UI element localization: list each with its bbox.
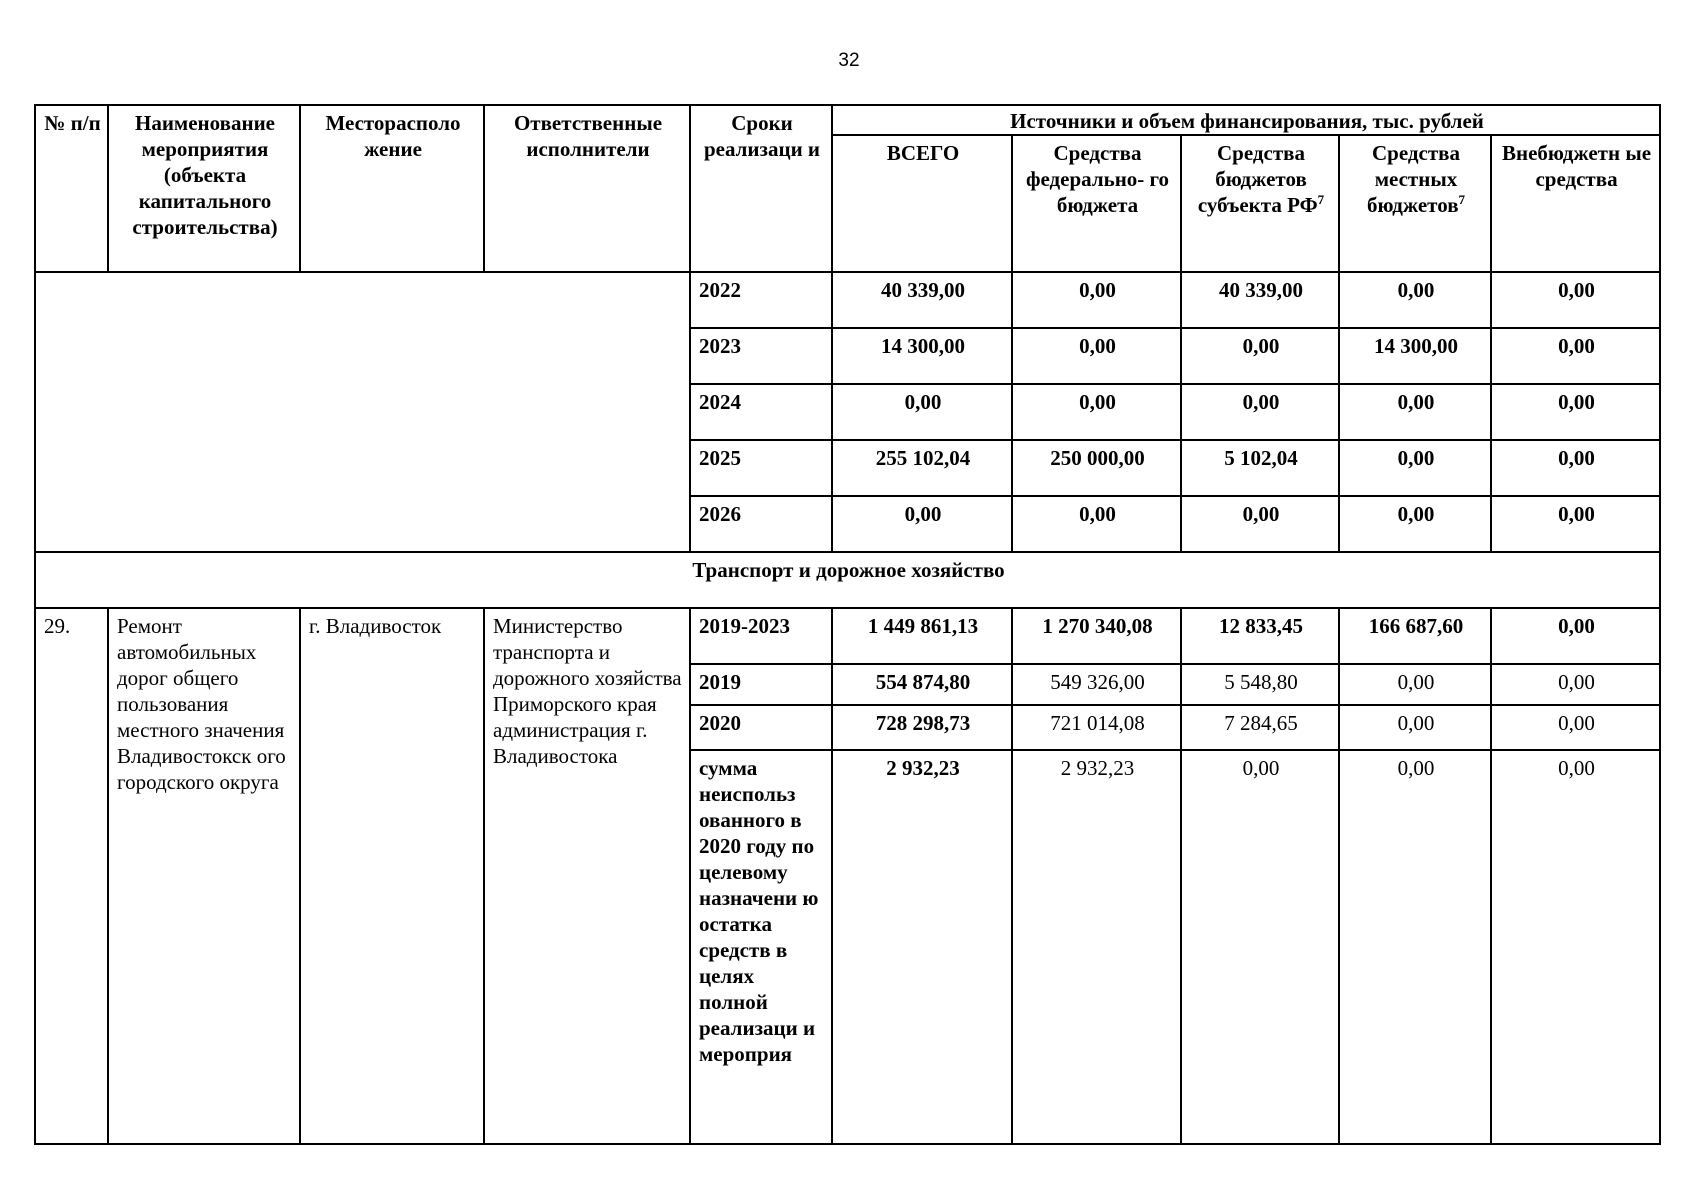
cell-regional: 5 548,80 xyxy=(1181,664,1339,705)
cell-year: 2019-2023 xyxy=(690,608,832,664)
cell-regional: 0,00 xyxy=(1181,328,1339,384)
cell-local: 0,00 xyxy=(1339,750,1491,1144)
section-row xyxy=(35,552,1660,608)
cell-year: 2019 xyxy=(690,664,832,705)
cell-total: 40 339,00 xyxy=(832,272,1012,328)
item-num: 29. xyxy=(35,608,108,1144)
footnote-mark: 7 xyxy=(1458,192,1466,207)
cell-local: 0,00 xyxy=(1339,440,1491,496)
cell-year: 2024 xyxy=(690,384,832,440)
cell-offbudget: 0,00 xyxy=(1491,705,1660,750)
cell-year: сумма неиспольз ованного в 2020 году по целевому назначени ю остатка средств в целях полной реализаци и мероприя xyxy=(690,750,832,1144)
header-location: Месторасполо жение xyxy=(300,105,484,272)
header-federal: Средства федерально- го бюджета xyxy=(1012,135,1181,272)
cell-local: 0,00 xyxy=(1339,384,1491,440)
header-sources: Источники и объем финансирования, тыс. рублей xyxy=(832,105,1660,135)
cell-local: 0,00 xyxy=(1339,272,1491,328)
cell-federal: 1 270 340,08 xyxy=(1012,608,1181,664)
header-local xyxy=(1339,135,1491,272)
cell-total: 728 298,73 xyxy=(832,705,1012,750)
cell-offbudget: 0,00 xyxy=(1491,750,1660,1144)
cell-regional: 7 284,65 xyxy=(1181,705,1339,750)
cell-regional: 40 339,00 xyxy=(1181,272,1339,328)
header-regional-label: Средства бюджетов субъекта РФ xyxy=(1197,141,1318,217)
cell-total: 14 300,00 xyxy=(832,328,1012,384)
header-terms: Сроки реализаци и xyxy=(690,105,832,272)
cell-year: 2020 xyxy=(690,705,832,750)
cell-total: 554 874,80 xyxy=(832,664,1012,705)
cell-federal: 250 000,00 xyxy=(1012,440,1181,496)
cell-local: 0,00 xyxy=(1339,664,1491,705)
table-row xyxy=(35,272,1660,328)
cell-federal: 0,00 xyxy=(1012,272,1181,328)
cell-local: 0,00 xyxy=(1339,496,1491,552)
cell-federal: 0,00 xyxy=(1012,384,1181,440)
cell-year: 2025 xyxy=(690,440,832,496)
cell-total: 255 102,04 xyxy=(832,440,1012,496)
table-row xyxy=(35,608,1660,664)
cell-year: 2026 xyxy=(690,496,832,552)
cell-offbudget: 0,00 xyxy=(1491,272,1660,328)
cell-total: 2 932,23 xyxy=(832,750,1012,1144)
item-executors: Министерство транспорта и дорожного хозяйства Приморского края администрация г. Владивостока xyxy=(484,608,690,1144)
item-location: г. Владивосток xyxy=(300,608,484,1144)
header-total: ВСЕГО xyxy=(832,135,1012,272)
financing-table xyxy=(34,104,1661,1145)
cell-offbudget: 0,00 xyxy=(1491,328,1660,384)
cell-offbudget: 0,00 xyxy=(1491,496,1660,552)
cell-total: 0,00 xyxy=(832,496,1012,552)
page-number: 32 xyxy=(838,50,860,71)
cell-regional: 0,00 xyxy=(1181,750,1339,1144)
cell-year: 2023 xyxy=(690,328,832,384)
header-offbudget: Внебюджетн ые средства xyxy=(1491,135,1660,272)
continuation-blank xyxy=(35,272,690,552)
item-name: Ремонт автомобильных дорог общего пользования местного значения Владивостокск ого городского округа xyxy=(108,608,300,1144)
cell-regional: 5 102,04 xyxy=(1181,440,1339,496)
cell-federal: 2 932,23 xyxy=(1012,750,1181,1144)
header-regional xyxy=(1181,135,1339,272)
cell-offbudget: 0,00 xyxy=(1491,440,1660,496)
header-name: Наименование мероприятия (объекта капитального строительства) xyxy=(108,105,300,272)
cell-local: 0,00 xyxy=(1339,705,1491,750)
cell-offbudget: 0,00 xyxy=(1491,608,1660,664)
cell-local: 166 687,60 xyxy=(1339,608,1491,664)
cell-federal: 721 014,08 xyxy=(1012,705,1181,750)
cell-federal: 549 326,00 xyxy=(1012,664,1181,705)
footnote-mark: 7 xyxy=(1317,192,1325,207)
header-row-1 xyxy=(35,105,1660,135)
cell-offbudget: 0,00 xyxy=(1491,664,1660,705)
header-num: № п/п xyxy=(35,105,108,272)
cell-regional: 0,00 xyxy=(1181,496,1339,552)
cell-total: 1 449 861,13 xyxy=(832,608,1012,664)
section-title: Транспорт и дорожное хозяйство xyxy=(35,552,1660,608)
header-local-label: Средства местных бюджетов xyxy=(1366,141,1460,217)
header-executors: Ответственные исполнители xyxy=(484,105,690,272)
cell-regional: 0,00 xyxy=(1181,384,1339,440)
cell-federal: 0,00 xyxy=(1012,328,1181,384)
cell-regional: 12 833,45 xyxy=(1181,608,1339,664)
cell-federal: 0,00 xyxy=(1012,496,1181,552)
cell-year: 2022 xyxy=(690,272,832,328)
cell-total: 0,00 xyxy=(832,384,1012,440)
cell-local: 14 300,00 xyxy=(1339,328,1491,384)
cell-offbudget: 0,00 xyxy=(1491,384,1660,440)
